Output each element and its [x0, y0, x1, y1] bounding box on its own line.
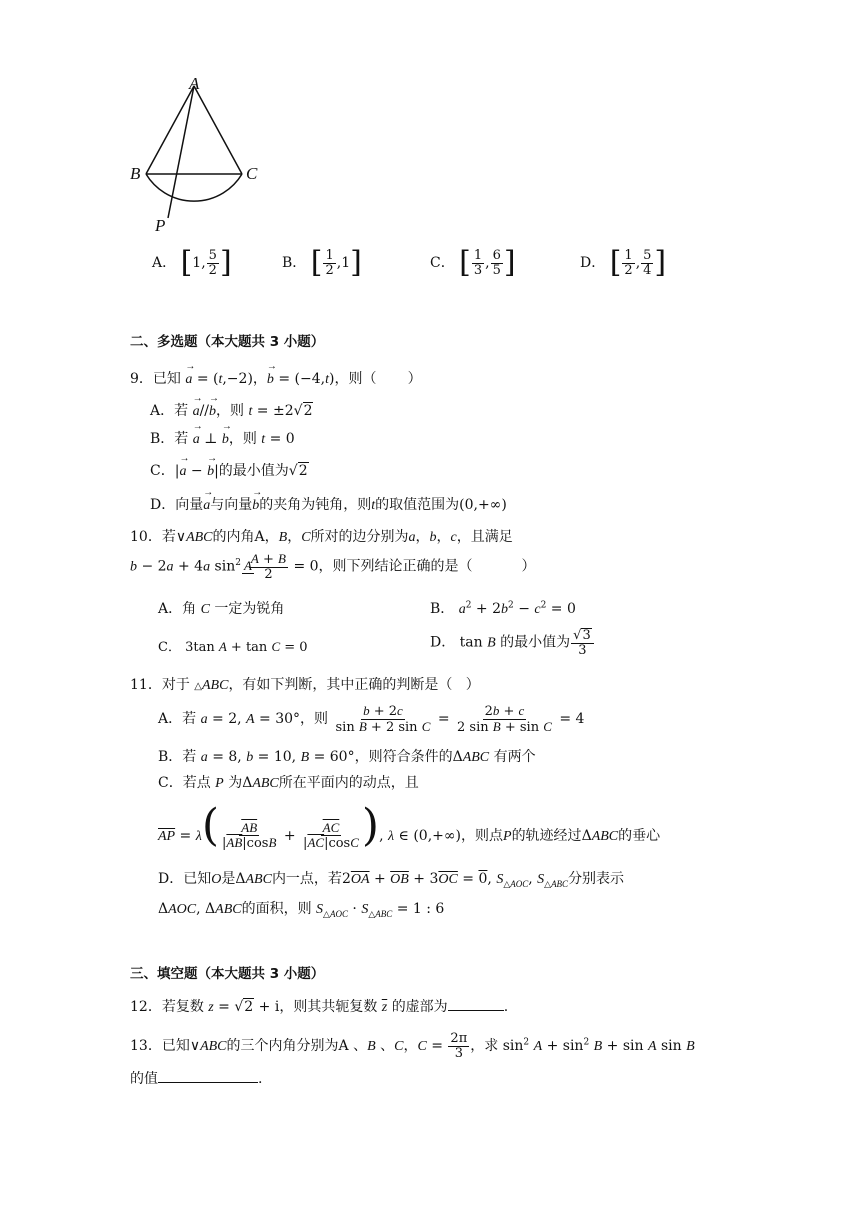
- q11-option-b: B．若 a = 8, b = 10, B = 60°，则符合条件的ΔABC 有两个: [158, 749, 536, 765]
- q13-answer-blank[interactable]: [158, 1082, 258, 1083]
- q13-line2: 的值 .: [130, 1071, 263, 1087]
- q9-option-d: D．向量→ a与向量→ b的夹角为钝角，则t的取值范围为(0,+∞): [150, 494, 507, 514]
- q10-option-b: B． $a^2 + 2b^2 - c^2 = 0$: [430, 600, 576, 617]
- section-heading-fill-in: 三、填空题（本大题共 3 小题）: [130, 966, 325, 982]
- q10-option-a: A．角 C 一定为锐角: [158, 601, 285, 617]
- q8-option-d: D． [ $\frac{1}{2}$ , $\frac{5}{4}$ ]: [580, 245, 667, 280]
- q11-option-c-line2: $\overline{AP} = \lambda$( $\frac{\overline{AB}}{|\overline{AB}|\cos B}$ + $\frac{\overline{AC}}{|\overline{AC}|\cos C}$ ), λ ∈ (0,+∞)，则点P的轨迹经过ΔABC的垂心: [158, 800, 661, 851]
- q11-stem: 11．对于 △ABC，有如下判断，其中正确的判断是（ ）: [130, 677, 480, 693]
- label-B: B: [130, 164, 141, 183]
- q10-option-c: C． 3tan A + tan C = 0: [158, 639, 308, 655]
- q12: 12．若复数 z = √2 + i，则其共轭复数 $\overline{z}$ 的虚部为 .: [130, 999, 509, 1015]
- label-A: A: [189, 74, 200, 93]
- label-P: P: [155, 216, 166, 235]
- q11-option-d-line1: D．已知O是ΔABC内一点，若$2\overline{OA} + \overline{OB} + 3\overline{OC} = 0$, $S_{\triangle AOC}$, $S_{\triangle ABC}$分别表示: [158, 871, 625, 890]
- q11-option-c-line1: C．若点 P 为ΔABC所在平面内的动点，且: [158, 775, 419, 791]
- q11-option-a: A．若 a = 2, A = 30°，则 $\frac{b + 2c}{\text{sin B + 2 sin C}}$ = $\frac{2b + c}{\text{2 sin B + sin C}}$ = 4: [158, 703, 585, 735]
- q10-option-d: D． tan B 的最小值为 $\frac{√3}{3}$: [430, 628, 595, 657]
- q8-option-a: A． [ 1, $\frac{5}{2}$ ]: [152, 245, 232, 280]
- q9-option-b: B．若 → a ⊥ → b，则 t = 0: [150, 428, 295, 448]
- section-heading-multiple-choice: 二、多选题（本大题共 3 小题）: [130, 334, 325, 350]
- q11-option-d-line2: ΔAOC, ΔABC的面积，则 $S_{\triangle AOC} \cdot S_{\triangle ABC} = 1$ : 6: [158, 901, 445, 920]
- q8-option-c: C． [ $\frac{1}{3}$ , $\frac{6}{5}$ ]: [430, 245, 516, 280]
- q10-stem-line2: b − 2a + 4a $\sin^2$ A $\frac{A + B}{2}$ = 0，则下列结论正确的是（ ）: [130, 551, 536, 582]
- q13-line1: 13．已知∨ABC的三个内角分别为A 、B 、C，C = $\frac{2\pi}{3}$ ，求 $\sin^2 A + \sin^2 B + \sin A$ sin B: [130, 1031, 695, 1061]
- label-C: C: [246, 164, 258, 183]
- triangle-semicircle-figure: [120, 72, 280, 242]
- q10-stem-line1: 10．若∨ABC的内角A，B，C所对的边分别为a，b，c，且满足: [130, 529, 513, 545]
- q8-option-b: B． [ $\frac{1}{2}$ ,1 ]: [282, 245, 362, 280]
- q12-answer-blank[interactable]: [448, 1010, 504, 1011]
- q9-stem: 9．已知 → a = (t,−2)，→ b = (−4,t)，则（ ）: [130, 368, 422, 388]
- q9-option-a: A．若 → a//→ b，则 t = ±2√2: [150, 400, 313, 420]
- q9-option-c: C．|→ a − → b|的最小值为√2: [150, 460, 309, 480]
